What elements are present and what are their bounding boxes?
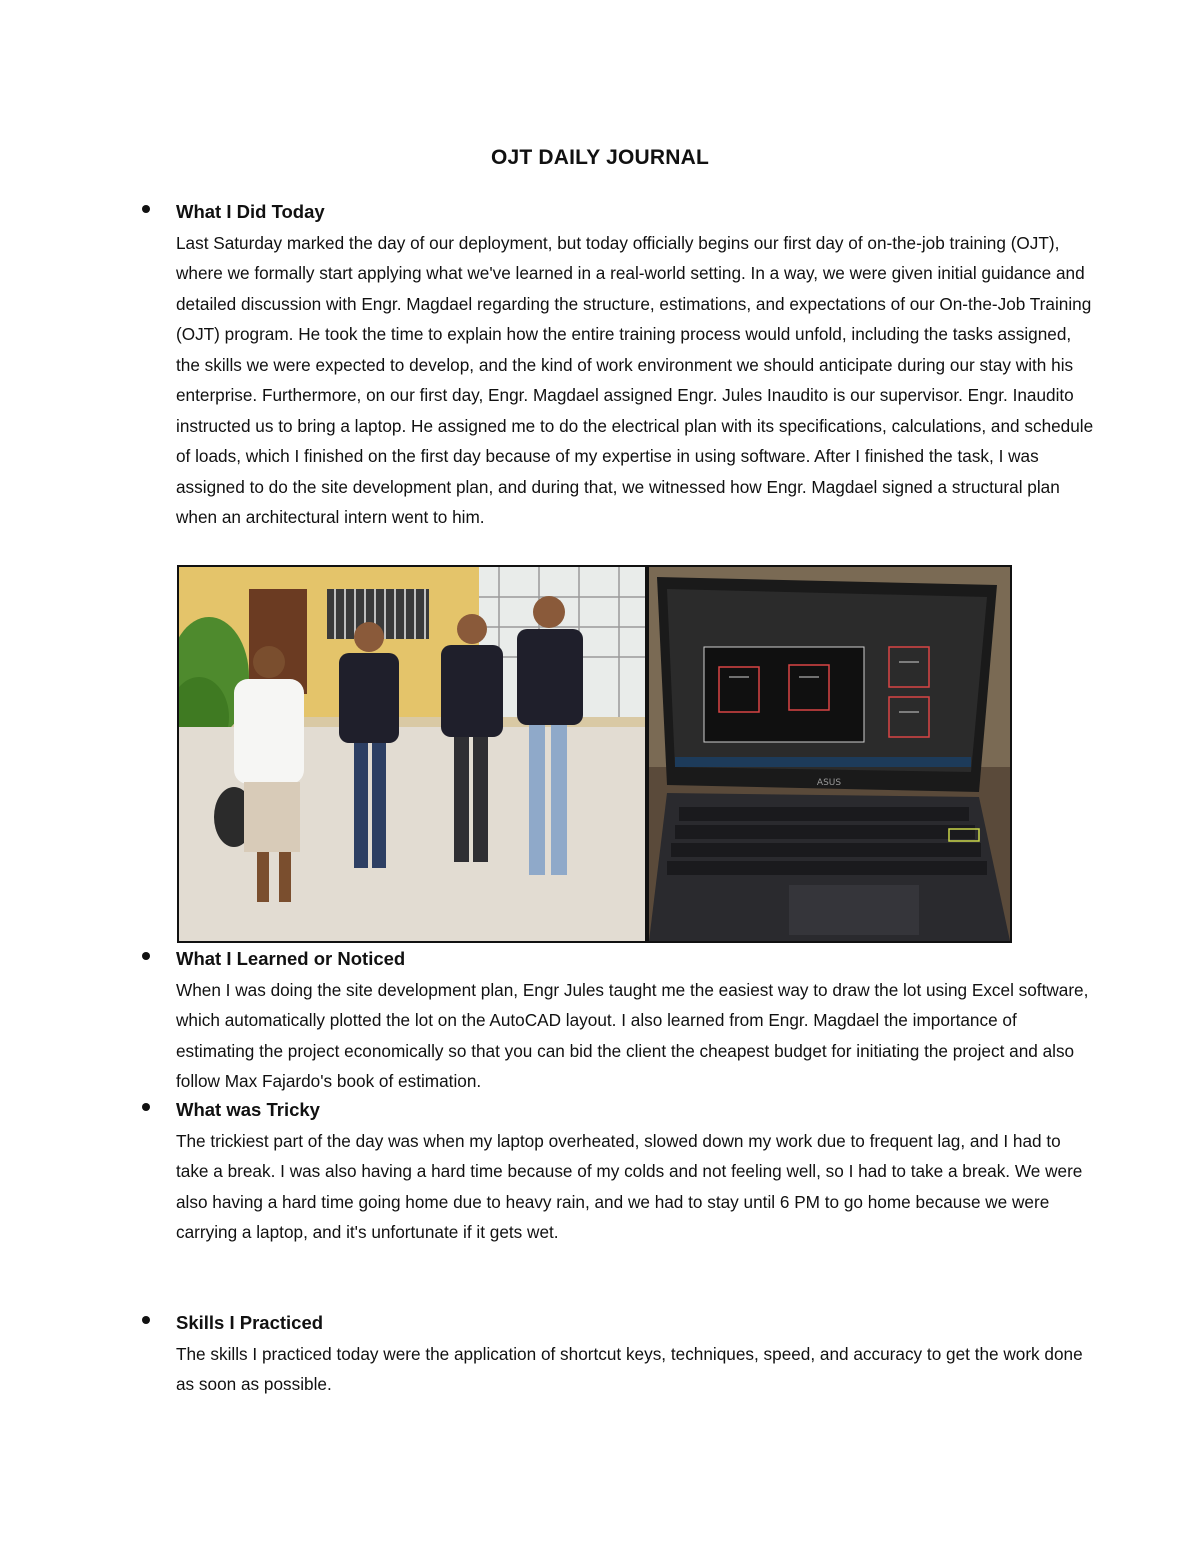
section-skills-practiced (176, 1308, 1096, 1400)
laptop-photo (647, 565, 1012, 943)
laptop-brand-label: ASUS (816, 778, 842, 788)
section-body: When I was doing the site development plan, Engr Jules taught me the easiest way to draw the lot using Excel software, which automatically plotted the lot on the AutoCAD layout. I also learned from Engr. Magdael the importance of estimating the project economically so that you can bid the client the cheapest budget for initiating the project and also follow Max Fajardo's book of estimation. (176, 979, 1089, 1091)
page-title: OJT DAILY JOURNAL (490, 146, 710, 169)
bullet-icon (142, 952, 150, 960)
bullet-icon (142, 1103, 150, 1111)
section-body: The trickiest part of the day was when my laptop overheated, slowed down my work due to frequent lag, and I had to take a break. I was also having a hard time because of my colds and not feeling well, so I had to take a break. We were also having a hard time going home due to heavy rain, and we had to stay until 6 PM to go home because we were carrying a laptop, and it's unfortunate if it gets wet. (176, 1130, 1083, 1242)
group-photo (177, 565, 647, 943)
bullet-icon (142, 1316, 150, 1324)
section-heading: What I Did Today (176, 201, 325, 222)
section-body: The skills I practiced today were the application of shortcut keys, techniques, speed, and accuracy to get the work done as soon as possible. (176, 1343, 1083, 1394)
section-heading: What I Learned or Noticed (176, 948, 406, 969)
section-what-i-did-today (176, 197, 1096, 533)
bullet-icon (142, 205, 150, 213)
section-body: Last Saturday marked the day of our deployment, but today officially begins our first day of on-the-job training (OJT), where we formally start applying what we've learned in a real-world setting. In a way, we were given initial guidance and detailed discussion with Engr. Magdael regarding the structure, estimations, and expectations of our On-the-Job Training (OJT) program. He took the time to explain how the entire training process would unfold, including the tasks assigned, the skills we were expected to develop, and the kind of work environment we should anticipate during our stay with his enterprise. Furthermore, on our first day, Engr. Magdael assigned Engr. Jules Inaudito is our supervisor. Engr. Inaudito instructed us to bring a laptop. He assigned me to do the electrical plan with its specifications, calculations, and schedule of loads, which I finished on the first day because of my expertise in using software. After I finished the task, I was assigned to do the site development plan, and during that, we witnessed how Engr. Magdael signed a structural plan when an architectural intern went to him. (176, 232, 1094, 527)
section-heading: What was Tricky (176, 1099, 320, 1120)
photo-row (177, 565, 1012, 943)
section-what-was-tricky (176, 1095, 1096, 1248)
section-heading: Skills I Practiced (176, 1312, 324, 1333)
section-what-i-learned (176, 944, 1096, 1097)
